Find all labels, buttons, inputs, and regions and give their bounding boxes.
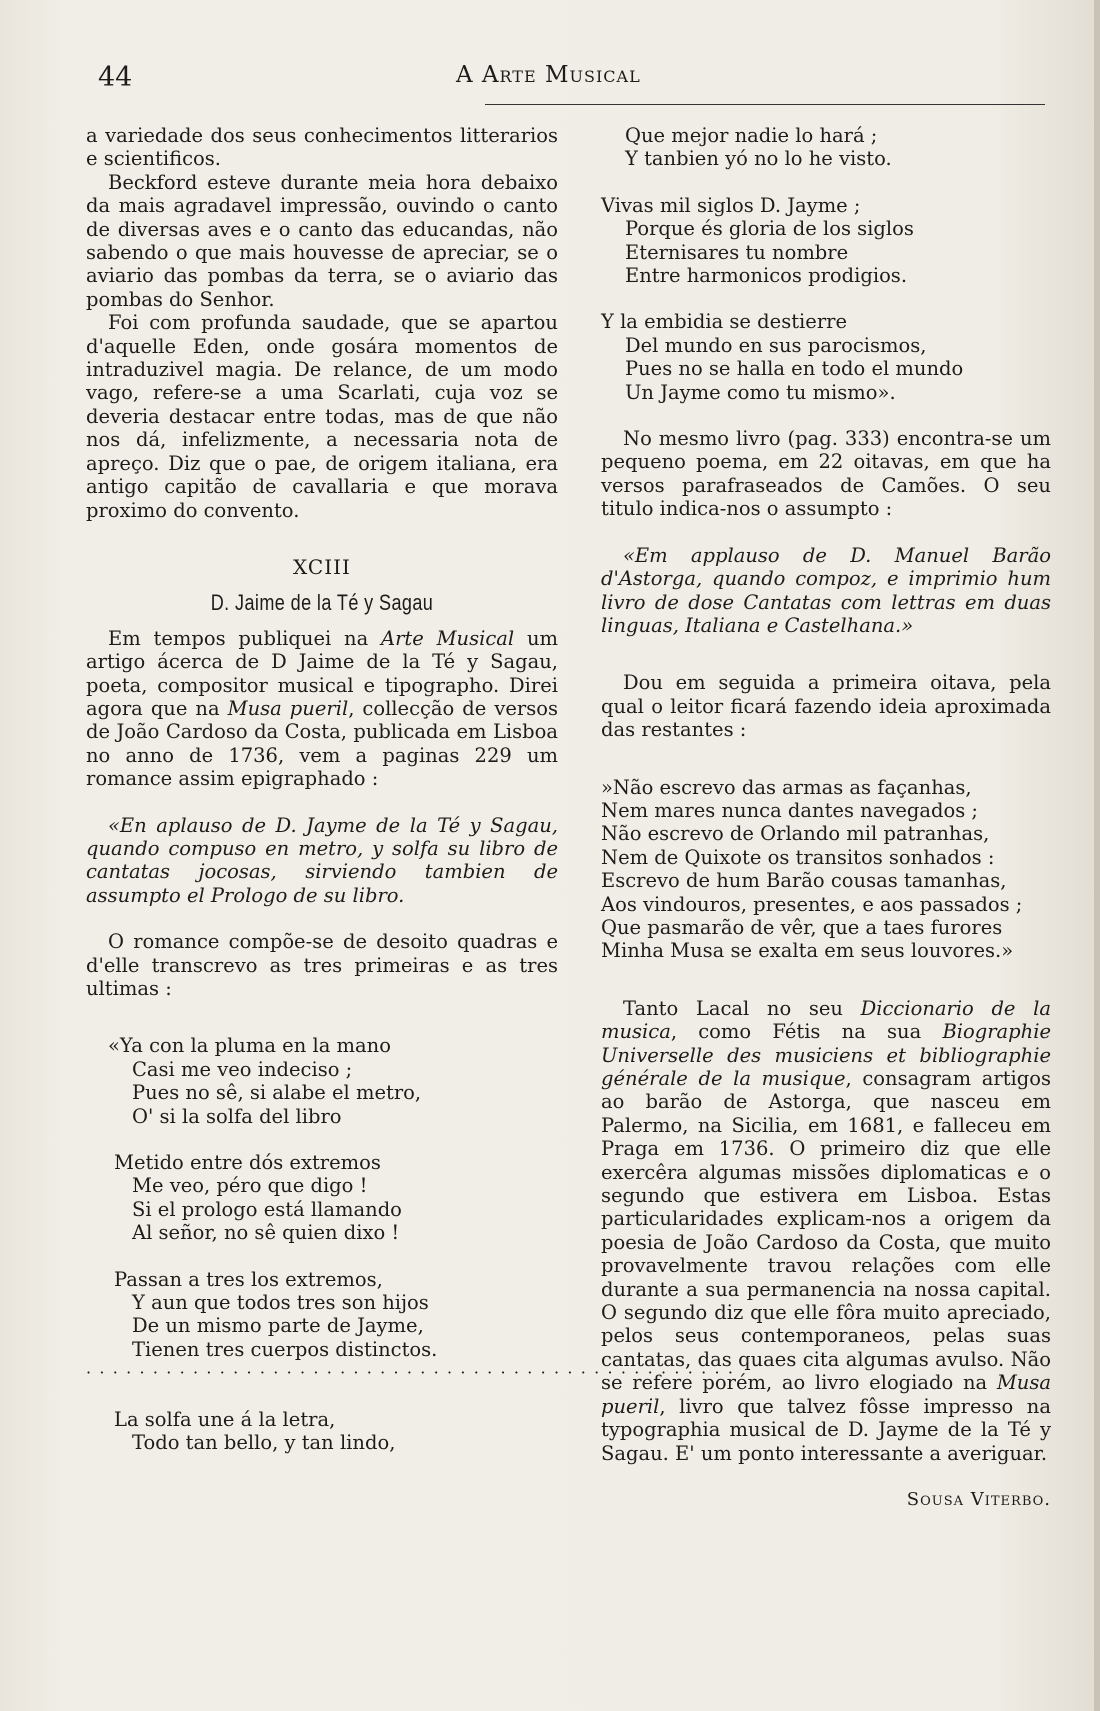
verse-line: Entre harmonicos prodigios.	[625, 264, 908, 288]
paragraph: Tanto Lacal no seu Diccionario de la musica, como Fétis na sua Biographie Universelle des musiciens et bibliographie générale de la musique, consagram artigos ao barão de Astorga, que nasceu em Palermo, na Sicilia, em 1681, e falleceu em Praga em 1736. O primeiro diz que elle exercêra algumas missões diplomaticas e o segundo que estivera em Lisboa. Estas particularidades explicam-nos a origem da poesia de João Cardoso da Costa, que muito provavelmente travou relações com elle durante a sua permanencia na nossa capital. O segundo diz que elle fôra muito apreciado, pelos seus contemporaneos, pelas suas cantatas, das quaes cita algumas avulso. Não se refere porém, ao livro elogiado na Musa pueril, livro que talvez fôsse impresso na typographia musical de D. Jayme de la Té y Sagau. E' um ponto interessante a averiguar.	[601, 996, 1052, 1465]
verse-line: Me veo, péro que digo !	[132, 1174, 368, 1198]
verse-line: Metido entre dós extremos	[114, 1151, 381, 1175]
right-column	[601, 124, 1051, 1511]
verse-line: Nem de Quixote os transitos sonhados :	[601, 845, 995, 869]
verse-line: Escrevo de hum Barão cousas tamanhas,	[601, 869, 1007, 893]
section-title: D. Jaime de la Té y Sagau	[210, 590, 434, 616]
verse-line: Tienen tres cuerpos distinctos.	[132, 1337, 438, 1361]
verse-line: Não escrevo de Orlando mil patranhas,	[601, 822, 990, 846]
quoted-title: «Em applauso de D. Manuel Barão d'Astorga, quando compoz, e imprimio hum livro de dose Cantatas com lettras em duas linguas, Italiana e Castelhana.»	[601, 543, 1051, 637]
verse-line: Si el prologo está llamando	[132, 1197, 402, 1221]
running-title: A Arte Musical	[456, 62, 641, 88]
verse-line: «Ya con la pluma en la mano	[108, 1034, 391, 1058]
page-edge	[1094, 0, 1100, 1711]
paragraph: a variedade dos seus conhecimentos litterarios e scientificos.	[86, 124, 558, 171]
verse-line: Aos vindouros, presentes, e aos passados ;	[601, 892, 1023, 916]
verse-line: »Não escrevo das armas as façanhas,	[601, 775, 972, 799]
stanza	[86, 1268, 558, 1362]
verse-line: Casi me veo indeciso ;	[132, 1057, 353, 1081]
page-header	[98, 58, 1045, 98]
verse-line: Porque és gloria de los siglos	[625, 217, 914, 241]
verse-line: Y tanbien yó no lo he visto.	[625, 147, 892, 171]
paragraph: Em tempos publiquei na Arte Musical um artigo ácerca de D Jaime de la Té y Sagau, poeta, compositor musical e tipographo. Direi agora que na Musa pueril, collecção de versos de João Cardoso da Costa, publicada em Lisboa no anno de 1736, vem a paginas 229 um romance assim epigraphado :	[86, 626, 559, 791]
header-rule	[485, 104, 1045, 105]
verse-line: Nem mares nunca dantes navegados ;	[601, 798, 978, 822]
verse-line: Al señor, no sê quien dixo !	[132, 1221, 400, 1245]
verse-line: O' si la solfa del libro	[132, 1104, 342, 1128]
verse-line: De un mismo parte de Jayme,	[132, 1314, 424, 1338]
verse-line: Y aun que todos tres son hijos	[132, 1291, 429, 1315]
verse-line: Eternisares tu nombre	[625, 240, 849, 264]
stanza	[601, 194, 1051, 288]
author-signature: Sousa Viterbo.	[906, 1488, 1051, 1510]
verse-line: Vivas mil siglos D. Jayme ;	[601, 193, 861, 217]
ellipsis-dots: · · · · · · · · · · · · · · · · · · · · · · · · · · · · · · · · · · · · · · · · · · · · · · · · ·	[86, 1363, 735, 1383]
stanza	[86, 1034, 558, 1128]
verse-line: Un Jayme como tu mismo».	[625, 380, 896, 404]
paragraph: No mesmo livro (pag. 333) encontra-se um pequeno poema, em 22 oitavas, em que ha versos parafraseados de Camões. O seu titulo indica-nos o assumpto :	[601, 427, 1051, 521]
section-numeral: XCIII	[293, 554, 351, 579]
page-number: 44	[98, 62, 133, 93]
stanza	[86, 1151, 558, 1245]
paragraph: O romance compõe-se de desoito quadras e d'elle transcrevo as tres primeiras e as tres ultimas :	[86, 930, 558, 1000]
verse-line: Pues no se halla en todo el mundo	[625, 357, 964, 381]
stanza	[601, 310, 1051, 404]
verse-line: Minha Musa se exalta em seus louvores.»	[601, 939, 1014, 963]
verse-line: La solfa une á la letra,	[114, 1407, 336, 1431]
stanza	[86, 1408, 558, 1455]
paragraph: Beckford esteve durante meia hora debaixo da mais agradavel impressão, ouvindo o canto de diversas aves e o canto das educandas, não sabendo o que mais houvesse de apreciar, se o aviario das pombas da terra, se o aviario das pombas do Senhor.	[86, 170, 558, 311]
verse-line: Todo tan bello, y tan lindo,	[132, 1431, 396, 1455]
stanza	[601, 124, 1051, 171]
verse-line: Que mejor nadie lo hará ;	[625, 124, 878, 147]
verse-line: Passan a tres los extremos,	[114, 1267, 383, 1291]
verse-line: Pues no sê, si alabe el metro,	[132, 1081, 422, 1105]
paragraph: Foi com profunda saudade, que se apartou d'aquelle Eden, onde gosára momentos de intraduzivel magia. De relance, de um modo vago, refere-se a uma Scarlati, cuja voz se deveria destacar entre todas, mas de que não nos dá, infelizmente, a necessaria nota de apreço. Diz que o pae, de origem italiana, era antigo capitão de cavallaria e que morava proximo do convento.	[86, 311, 558, 522]
verse-line: Y la embidia se destierre	[601, 310, 847, 334]
verse-line: Que pasmarão de vêr, que a taes furores	[601, 915, 1003, 939]
epigraph: «En aplauso de D. Jayme de la Té y Sagau, quando compuso en metro, y solfa su libro de cantatas jocosas, sirviendo tambien de assumpto el Prologo de su libro.	[86, 813, 558, 907]
verse-line: Del mundo en sus parocismos,	[625, 333, 927, 357]
octave	[601, 776, 1051, 963]
paragraph: Dou em seguida a primeira oitava, pela qual o leitor ficará fazendo ideia aproximada das restantes :	[601, 671, 1051, 742]
